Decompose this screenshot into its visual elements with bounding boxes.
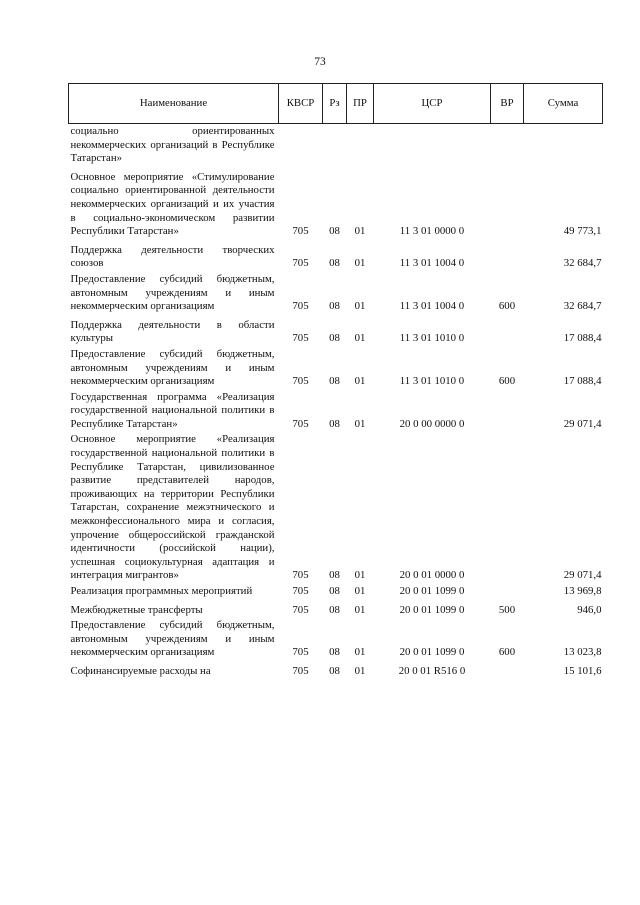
row-rz: 08 — [329, 603, 340, 616]
table-row — [69, 168, 603, 241]
row-sum: 17 088,4 — [563, 332, 602, 345]
row-csr: 20 0 01 1099 0 — [399, 646, 465, 659]
row-pr: 01 — [354, 225, 366, 238]
table-row — [69, 619, 603, 662]
table-row — [69, 662, 603, 681]
row-kvsr: 705 — [292, 375, 309, 388]
row-name: Реализация программных мероприятий — [70, 585, 253, 597]
row-vr: 600 — [498, 300, 516, 313]
row-rz: 08 — [329, 300, 340, 313]
row-kvsr: 705 — [292, 664, 309, 677]
row-pr: 01 — [354, 569, 366, 582]
row-name: Межбюджетные трансферты — [70, 603, 203, 616]
row-sum: 29 071,4 — [563, 569, 602, 582]
row-csr: 11 3 01 1004 0 — [399, 300, 465, 313]
row-csr: 20 0 01 0000 0 — [399, 569, 465, 582]
table-row — [69, 433, 603, 585]
table-row — [69, 585, 603, 601]
row-csr: 20 0 00 0000 0 — [399, 417, 465, 430]
row-rz: 08 — [329, 225, 340, 238]
row-pr: 01 — [354, 664, 366, 677]
row-name: социально ориентированных некоммерческих организаций в Республике Татарстан» — [70, 125, 275, 165]
row-sum: 946,0 — [577, 603, 602, 616]
table-header-row — [69, 84, 603, 124]
row-rz: 08 — [329, 646, 340, 659]
table-row — [69, 601, 603, 620]
header-csr: ЦСР — [374, 84, 491, 124]
row-vr: 600 — [498, 646, 516, 659]
row-vr — [491, 662, 524, 681]
row-csr: 20 0 01 R516 0 — [398, 664, 466, 677]
row-pr: 01 — [354, 332, 366, 345]
row-kvsr — [279, 124, 323, 168]
row-pr: 01 — [354, 585, 366, 597]
row-kvsr: 705 — [292, 646, 309, 659]
row-name: Основное мероприятие «Реализация государственной национальной политики в Республике Татарстан, цивилизованное развитие представителей народов, проживающих на территории Республики Татарстан, сохранение межэтнического и межконфессионального мира и согласия, упрочение общероссийской гражданской идентичности (российской нации), успешная социокультурная адаптация и интеграция мигрантов» — [70, 433, 275, 582]
row-kvsr: 705 — [292, 417, 309, 430]
row-name: Основное мероприятие «Стимулирование социально ориентированной деятельности некоммерческих организаций и их участия в социально-экономическом развитии Республики Татарстан» — [70, 170, 275, 238]
row-csr: 20 0 01 1099 0 — [399, 585, 465, 597]
row-sum — [524, 124, 603, 168]
row-vr — [491, 391, 524, 434]
row-vr — [491, 241, 524, 273]
row-rz: 08 — [329, 375, 340, 388]
table-row — [69, 391, 603, 434]
row-rz — [323, 124, 347, 168]
table-row — [69, 348, 603, 391]
row-sum: 49 773,1 — [563, 225, 602, 238]
row-kvsr: 705 — [292, 332, 309, 345]
header-sum: Сумма — [524, 84, 603, 124]
row-sum: 32 684,7 — [563, 257, 602, 270]
table-row — [69, 124, 603, 168]
row-rz: 08 — [329, 664, 340, 677]
row-vr — [491, 316, 524, 348]
row-name: Предоставление субсидий бюджетным, автономным учреждениям и иным некоммерческим организациям — [70, 619, 275, 659]
row-csr — [374, 124, 491, 168]
row-vr — [491, 124, 524, 168]
row-name: Поддержка деятельности творческих союзов — [70, 243, 275, 270]
page-number: 73 — [314, 56, 326, 68]
row-pr: 01 — [354, 646, 366, 659]
row-kvsr: 705 — [292, 300, 309, 313]
row-name: Предоставление субсидий бюджетным, автономным учреждениям и иным некоммерческим организациям — [70, 272, 275, 313]
header-name: Наименование — [69, 84, 279, 124]
header-kvsr: КВСР — [279, 84, 323, 124]
row-kvsr: 705 — [292, 585, 309, 597]
row-name: Предоставление субсидий бюджетным, автономным учреждениям и иным некоммерческим организациям — [70, 347, 275, 388]
row-kvsr: 705 — [292, 225, 309, 238]
row-rz: 08 — [329, 417, 340, 430]
row-csr: 11 3 01 1010 0 — [399, 332, 465, 345]
header-pr: ПР — [347, 84, 374, 124]
row-vr — [491, 433, 524, 585]
row-kvsr: 705 — [292, 257, 309, 270]
row-sum: 13 969,8 — [563, 585, 602, 597]
table-row — [69, 316, 603, 348]
row-pr: 01 — [354, 257, 366, 270]
row-vr — [491, 585, 524, 601]
row-sum: 17 088,4 — [563, 375, 602, 388]
row-pr: 01 — [354, 417, 366, 430]
row-sum: 15 101,6 — [563, 664, 602, 677]
row-pr: 01 — [354, 603, 366, 616]
row-pr: 01 — [354, 375, 366, 388]
row-rz: 08 — [329, 257, 340, 270]
row-pr: 01 — [354, 300, 366, 313]
row-pr — [347, 124, 374, 168]
row-csr: 11 3 01 0000 0 — [399, 225, 465, 238]
row-sum: 29 071,4 — [563, 417, 602, 430]
table-row — [69, 241, 603, 273]
row-name: Государственная программа «Реализация государственной национальной политики в Республике Татарстан» — [70, 390, 275, 430]
table-row — [69, 273, 603, 316]
row-csr: 20 0 01 1099 0 — [399, 603, 465, 616]
row-vr: 600 — [498, 375, 516, 388]
row-vr: 500 — [498, 603, 516, 616]
row-sum: 13 023,8 — [563, 646, 602, 659]
row-rz: 08 — [329, 569, 340, 582]
header-rz: Рз — [323, 84, 347, 124]
budget-table — [68, 83, 603, 681]
row-vr — [491, 168, 524, 241]
row-sum: 32 684,7 — [563, 300, 602, 313]
row-csr: 11 3 01 1010 0 — [399, 375, 465, 388]
row-csr: 11 3 01 1004 0 — [399, 257, 465, 270]
header-vr: ВР — [491, 84, 524, 124]
row-rz: 08 — [329, 585, 340, 597]
row-kvsr: 705 — [292, 569, 309, 582]
row-name: Софинансируемые расходы на — [70, 664, 211, 677]
row-rz: 08 — [329, 332, 340, 345]
row-name: Поддержка деятельности в области культуры — [70, 318, 275, 345]
row-kvsr: 705 — [292, 603, 309, 616]
